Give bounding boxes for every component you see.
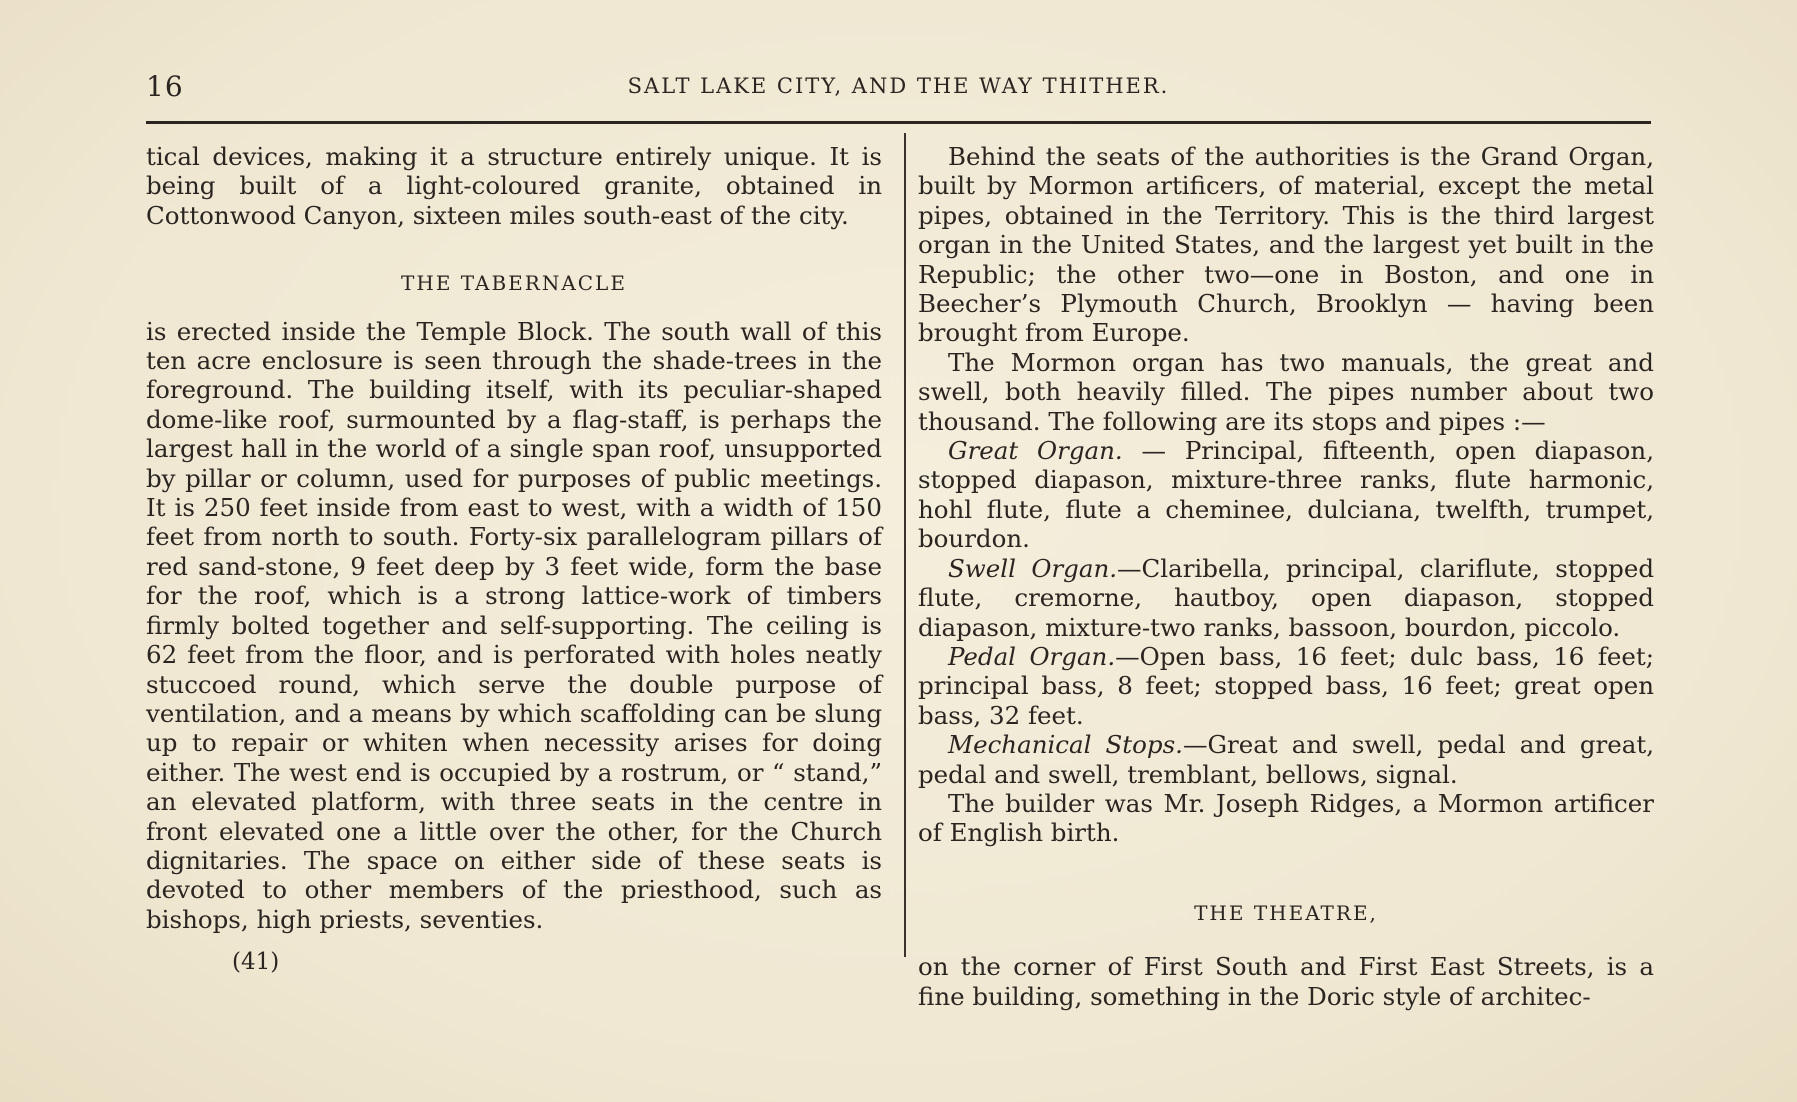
swell-organ-stops xyxy=(918,554,1654,642)
pedal-organ-text: —Open bass, 16 feet; dulc bass, 16 feet; principal bass, 8 feet; stopped bass, 16 feet; great open bass, 32 feet. xyxy=(918,641,1654,730)
page-number: 16 xyxy=(146,70,184,103)
pedal-organ-stops xyxy=(918,642,1654,730)
column-divider xyxy=(904,133,906,957)
great-organ-text: — Principal, fifteenth, open diapason, stopped diapason, mixture-three ranks, flute harmonic, hohl flute, flute a cheminee, dulciana, twelfth, trumpet, bourdon. xyxy=(918,436,1654,554)
left-paragraph-tabernacle: is erected inside the Temple Block. The south wall of this ten acre enclosure is seen through the shade-trees in the foreground. The building itself, with its peculiar-shaped dome-like roof, surmounted by a flag-staff, is perhaps the largest hall in the world of a single span roof, unsupported by pillar or column, used for purposes of public meetings. It is 250 feet inside from east to west, with a width of 150 feet from north to south. Forty-six parallelogram pillars of red sand-stone, 9 feet deep by 3 feet wide, form the base for the roof, which is a strong lattice-work of timbers firmly bolted together and self-supporting. The ceiling is 62 feet from the floor, and is perforated with holes neatly stuccoed round, which serve the double purpose of ventilation, and a means by which scaffolding can be slung up to repair or whiten when necessity arises for doing either. The west end is occupied by a rostrum, or “ stand,” an elevated platform, with three seats in the centre in front elevated one a little over the other, for the Church dignitaries. The space on either side of these seats is devoted to other members of the priesthood, such as bishops, high priests, seventies. xyxy=(146,316,882,934)
mechanical-stops-text: —Great and swell, pedal and great, pedal and swell, tremblant, bellows, signal. xyxy=(918,730,1654,789)
tabernacle-heading: THE TABERNACLE xyxy=(401,271,627,296)
pedal-organ-label: Pedal Organ. xyxy=(948,641,1116,671)
swell-organ-text: —Claribella, principal, clariflute, stopped flute, cremorne, hautboy, open diapason, stopped diapason, mixture-two ranks, bassoon, bourdon, piccolo. xyxy=(918,553,1654,642)
mechanical-stops xyxy=(918,730,1654,789)
right-paragraph-manuals: The Mormon organ has two manuals, the great and swell, both heavily filled. The pipes number about two thousand. The following are its stops and pipes :— xyxy=(918,347,1654,436)
great-organ-label: Great Organ. xyxy=(948,436,1123,466)
running-title: SALT LAKE CITY, AND THE WAY THITHER. xyxy=(627,74,1170,98)
theatre-heading: THE THEATRE, xyxy=(1194,900,1378,925)
right-paragraph-builder: The builder was Mr. Joseph Ridges, a Mormon artificer of English birth. xyxy=(918,788,1654,848)
mechanical-stops-label: Mechanical Stops. xyxy=(948,730,1183,760)
right-column xyxy=(918,142,1654,1011)
swell-organ-label: Swell Organ. xyxy=(948,553,1118,583)
left-column xyxy=(146,142,882,978)
great-organ-stops xyxy=(918,436,1654,554)
header-rule xyxy=(146,121,1651,124)
right-paragraph-theatre: on the corner of First South and First East Streets, is a fine building, something in the Doric style of architec- xyxy=(918,952,1654,1011)
right-paragraph-organ: Behind the seats of the authorities is the Grand Organ, built by Mormon artificers, of material, except the metal pipes, obtained in the Territory. This is the third largest organ in the United States, and the largest yet built in the Republic; the other two—one in Boston, and one in Beecher’s Plymouth Church, Brooklyn — having been brought from Europe. xyxy=(918,142,1654,348)
signature-mark: (41) xyxy=(232,949,280,976)
left-paragraph-temple: tical devices, making it a structure entirely unique. It is being built of a light-coloured granite, obtained in Cottonwood Canyon, sixteen miles south-east of the city. xyxy=(146,142,882,230)
page-header xyxy=(146,70,1651,110)
